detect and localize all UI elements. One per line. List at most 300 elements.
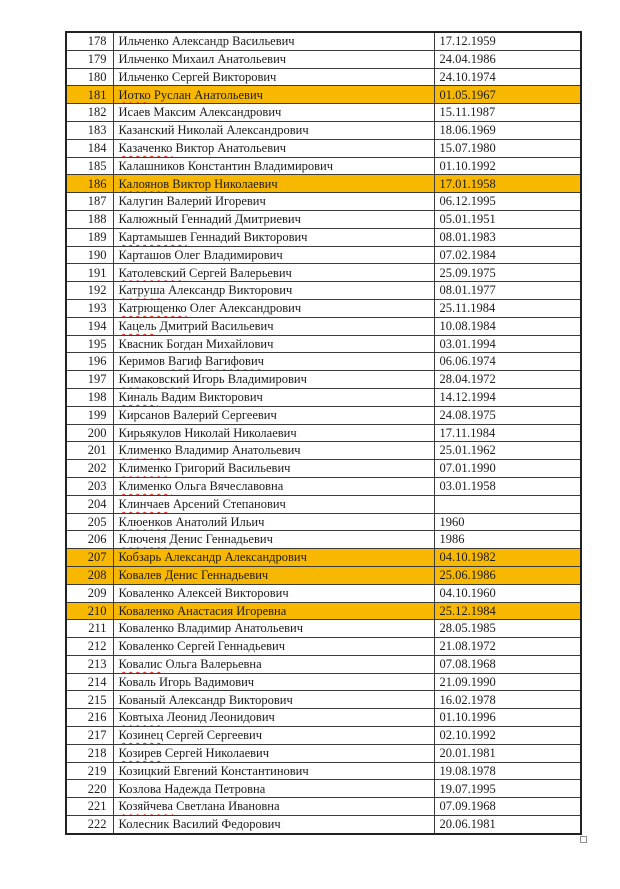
full-name-cell[interactable] xyxy=(113,602,434,620)
full-name-cell[interactable] xyxy=(113,673,434,691)
full-name-cell[interactable] xyxy=(113,317,434,335)
name-word: Николай xyxy=(177,123,224,138)
full-name-cell[interactable] xyxy=(113,744,434,762)
birth-date-cell[interactable]: 25.11.1984 xyxy=(434,299,581,317)
birth-date-cell[interactable]: 17.11.1984 xyxy=(434,424,581,442)
birth-date-cell[interactable]: 28.05.1985 xyxy=(434,620,581,638)
full-name-cell[interactable] xyxy=(113,139,434,157)
row-index-cell[interactable]: 186 xyxy=(66,175,113,193)
name-word: Ольга xyxy=(174,479,207,494)
name-word: Геннадьевич xyxy=(200,568,269,583)
row-index-cell[interactable]: 221 xyxy=(66,798,113,816)
full-name-cell[interactable] xyxy=(113,246,434,264)
full-name-cell[interactable] xyxy=(113,68,434,86)
table-row[interactable] xyxy=(66,798,581,816)
table-row[interactable] xyxy=(66,317,581,335)
name-word: Ильченко xyxy=(118,34,169,49)
table-row[interactable] xyxy=(66,673,581,691)
table-row[interactable] xyxy=(66,335,581,353)
table-row[interactable] xyxy=(66,566,581,584)
name-word: Ковалис xyxy=(118,657,163,672)
name-word: Сергеевич xyxy=(206,728,263,743)
table-row[interactable] xyxy=(66,86,581,104)
name-word: Валерьевич xyxy=(229,265,292,280)
name-word: Игоревна xyxy=(236,603,287,618)
name-word: Вагифович xyxy=(204,354,264,369)
full-name-cell[interactable] xyxy=(113,86,434,104)
table-row[interactable] xyxy=(66,424,581,442)
name-word: Анастасия xyxy=(177,603,234,618)
row-index-cell[interactable]: 179 xyxy=(66,50,113,68)
row-index-cell[interactable]: 214 xyxy=(66,673,113,691)
birth-date-cell[interactable]: 17.12.1959 xyxy=(434,32,581,50)
full-name-cell[interactable] xyxy=(113,210,434,228)
row-index-cell[interactable]: 213 xyxy=(66,655,113,673)
name-word: Константинович xyxy=(220,763,309,778)
birth-date-cell[interactable]: 05.01.1951 xyxy=(434,210,581,228)
birth-date-cell[interactable]: 03.01.1994 xyxy=(434,335,581,353)
row-index-cell[interactable]: 189 xyxy=(66,228,113,246)
name-word: Константин xyxy=(187,158,251,173)
name-word: Денис xyxy=(164,568,198,583)
table-row[interactable] xyxy=(66,442,581,460)
name-word: Геннадьевич xyxy=(205,532,273,547)
name-word: Михайлович xyxy=(205,336,274,351)
full-name-cell[interactable] xyxy=(113,335,434,353)
name-word: Сергей xyxy=(189,265,227,280)
table-row[interactable] xyxy=(66,691,581,709)
table-row[interactable] xyxy=(66,246,581,264)
birth-date-cell[interactable]: 21.08.1972 xyxy=(434,638,581,656)
name-word: Леонидович xyxy=(209,710,275,725)
full-name-cell[interactable] xyxy=(113,531,434,549)
name-word: Вадим xyxy=(160,390,196,405)
birth-date-cell[interactable]: 24.04.1986 xyxy=(434,50,581,68)
row-index-cell[interactable]: 207 xyxy=(66,549,113,567)
birth-date-cell[interactable] xyxy=(434,495,581,513)
name-word: Светлана xyxy=(176,799,225,814)
full-name-cell[interactable] xyxy=(113,513,434,531)
row-index-cell[interactable]: 201 xyxy=(66,442,113,460)
birth-date-cell[interactable]: 20.06.1981 xyxy=(434,816,581,834)
birth-date-cell[interactable]: 01.10.1996 xyxy=(434,709,581,727)
row-index-cell[interactable]: 180 xyxy=(66,68,113,86)
row-index-cell[interactable]: 220 xyxy=(66,780,113,798)
full-name-cell[interactable] xyxy=(113,388,434,406)
row-index-cell[interactable]: 217 xyxy=(66,727,113,745)
name-word: Колесник xyxy=(118,817,170,832)
name-word: Александр xyxy=(171,34,229,49)
full-name-cell[interactable] xyxy=(113,282,434,300)
table-row[interactable] xyxy=(66,50,581,68)
full-name-cell[interactable] xyxy=(113,175,434,193)
name-word: Вадимович xyxy=(194,674,255,689)
table-row[interactable] xyxy=(66,353,581,371)
table-row[interactable] xyxy=(66,584,581,602)
name-word: Александрович xyxy=(199,105,282,120)
name-word: Олег xyxy=(174,247,201,262)
table-row[interactable] xyxy=(66,371,581,389)
name-word: Козицкий xyxy=(118,763,171,778)
name-word: Александрович xyxy=(226,123,309,138)
full-name-cell[interactable] xyxy=(113,495,434,513)
table-row[interactable] xyxy=(66,121,581,139)
full-name-cell[interactable] xyxy=(113,816,434,834)
table-row[interactable] xyxy=(66,780,581,798)
name-word: Ивановна xyxy=(228,799,280,814)
name-word: Петровна xyxy=(214,781,266,796)
row-index-cell[interactable]: 188 xyxy=(66,210,113,228)
full-name-cell[interactable] xyxy=(113,157,434,175)
name-word: Геннадий xyxy=(189,229,241,244)
name-word: Козинец xyxy=(118,728,164,743)
name-word: Козлова xyxy=(118,781,162,796)
row-index-cell[interactable]: 212 xyxy=(66,638,113,656)
resize-handle-icon[interactable] xyxy=(580,836,587,843)
full-name-cell[interactable] xyxy=(113,424,434,442)
name-word: Ковтыха xyxy=(118,710,164,725)
birth-date-cell[interactable]: 08.01.1983 xyxy=(434,228,581,246)
name-word: Сергей xyxy=(166,728,204,743)
birth-date-cell[interactable]: 04.10.1960 xyxy=(434,584,581,602)
birth-date-cell[interactable]: 25.12.1984 xyxy=(434,602,581,620)
name-word: Геннадий xyxy=(181,212,232,227)
name-word: Вагиф xyxy=(168,354,202,369)
row-index-cell[interactable]: 215 xyxy=(66,691,113,709)
table-row[interactable] xyxy=(66,602,581,620)
name-word: Коваленко xyxy=(118,585,175,600)
row-index-cell[interactable]: 196 xyxy=(66,353,113,371)
name-word: Дмитрий xyxy=(159,318,208,333)
table-row[interactable] xyxy=(66,638,581,656)
name-word: Николай xyxy=(184,425,231,440)
birth-date-cell[interactable]: 1986 xyxy=(434,531,581,549)
name-word: Василий xyxy=(172,817,219,832)
row-index-cell[interactable]: 197 xyxy=(66,371,113,389)
name-word: Калашников xyxy=(118,158,185,173)
name-word: Кованый xyxy=(118,692,166,707)
name-word: Кобзарь xyxy=(118,550,162,565)
name-word: Калюжный xyxy=(118,212,179,227)
name-word: Казанский xyxy=(118,123,175,138)
name-word: Викторович xyxy=(212,69,277,84)
name-word: Валерий xyxy=(166,194,212,209)
row-index-cell[interactable]: 194 xyxy=(66,317,113,335)
row-index-cell[interactable]: 198 xyxy=(66,388,113,406)
name-word: Викторович xyxy=(243,229,308,244)
row-index-cell[interactable]: 183 xyxy=(66,121,113,139)
birth-date-cell[interactable]: 25.06.1986 xyxy=(434,566,581,584)
name-word: Алексей xyxy=(177,585,222,600)
row-index-cell[interactable]: 211 xyxy=(66,620,113,638)
table-row[interactable] xyxy=(66,193,581,211)
birth-date-cell[interactable]: 07.02.1984 xyxy=(434,246,581,264)
name-word: Ковалев xyxy=(118,568,162,583)
birth-date-cell[interactable]: 07.01.1990 xyxy=(434,460,581,478)
name-word: Квасник xyxy=(118,336,164,351)
table-row[interactable] xyxy=(66,709,581,727)
name-word: Григорий xyxy=(174,461,225,476)
table-row[interactable] xyxy=(66,175,581,193)
table-row[interactable] xyxy=(66,68,581,86)
name-word: Ильченко xyxy=(118,69,169,84)
table-row[interactable] xyxy=(66,282,581,300)
birth-date-cell[interactable]: 01.10.1992 xyxy=(434,157,581,175)
name-word: Катруша xyxy=(118,283,166,298)
name-word: Клинчаев xyxy=(118,496,170,511)
name-word: Ильченко xyxy=(118,51,169,66)
full-name-cell[interactable] xyxy=(113,228,434,246)
row-index-cell[interactable]: 193 xyxy=(66,299,113,317)
row-index-cell[interactable]: 187 xyxy=(66,193,113,211)
name-word: Васильевич xyxy=(211,318,274,333)
row-index-cell[interactable]: 205 xyxy=(66,513,113,531)
name-word: Киналь xyxy=(118,390,158,405)
birth-date-cell[interactable]: 03.01.1958 xyxy=(434,477,581,495)
name-word: Сергей xyxy=(164,746,203,761)
name-word: Николаевич xyxy=(233,425,297,440)
full-name-cell[interactable] xyxy=(113,780,434,798)
name-word: Николаевич xyxy=(205,746,269,761)
row-index-cell[interactable]: 208 xyxy=(66,566,113,584)
table-row[interactable] xyxy=(66,210,581,228)
name-word: Коваль xyxy=(118,674,156,689)
row-index-cell[interactable]: 202 xyxy=(66,460,113,478)
birth-date-cell[interactable]: 24.10.1974 xyxy=(434,68,581,86)
birth-date-cell[interactable]: 1960 xyxy=(434,513,581,531)
row-index-cell[interactable]: 199 xyxy=(66,406,113,424)
name-word: Козяйчева xyxy=(118,799,173,814)
table-row[interactable] xyxy=(66,531,581,549)
full-name-cell[interactable] xyxy=(113,406,434,424)
row-index-cell[interactable]: 219 xyxy=(66,762,113,780)
name-word: Викторович xyxy=(228,283,293,298)
table-row[interactable] xyxy=(66,762,581,780)
row-index-cell[interactable]: 204 xyxy=(66,495,113,513)
name-word: Максим xyxy=(153,105,196,120)
row-index-cell[interactable]: 203 xyxy=(66,477,113,495)
row-index-cell[interactable]: 209 xyxy=(66,584,113,602)
full-name-cell[interactable] xyxy=(113,584,434,602)
birth-date-cell[interactable]: 06.06.1974 xyxy=(434,353,581,371)
birth-date-cell[interactable]: 07.08.1968 xyxy=(434,655,581,673)
name-word: Арсений xyxy=(172,496,220,511)
table-row[interactable] xyxy=(66,549,581,567)
name-word: Ильич xyxy=(230,514,265,529)
name-word: Михаил xyxy=(171,51,215,66)
row-index-cell[interactable]: 218 xyxy=(66,744,113,762)
name-word: Александр xyxy=(168,283,226,298)
name-word: Анатольевич xyxy=(234,621,304,636)
birth-date-cell[interactable]: 14.12.1994 xyxy=(434,388,581,406)
birth-date-cell[interactable]: 25.09.1975 xyxy=(434,264,581,282)
name-word: Коваленко xyxy=(118,603,175,618)
full-name-cell[interactable] xyxy=(113,620,434,638)
row-index-cell[interactable]: 191 xyxy=(66,264,113,282)
name-word: Степанович xyxy=(222,496,286,511)
name-word: Владимирович xyxy=(253,158,334,173)
full-name-cell[interactable] xyxy=(113,549,434,567)
full-name-cell[interactable] xyxy=(113,32,434,50)
name-word: Исаев xyxy=(118,105,151,120)
name-word: Руслан xyxy=(153,87,192,102)
row-index-cell[interactable]: 195 xyxy=(66,335,113,353)
birth-date-cell[interactable]: 10.08.1984 xyxy=(434,317,581,335)
birth-date-cell[interactable]: 24.08.1975 xyxy=(434,406,581,424)
birth-date-cell[interactable]: 02.10.1992 xyxy=(434,727,581,745)
birth-date-cell[interactable]: 16.02.1978 xyxy=(434,691,581,709)
table-row[interactable] xyxy=(66,388,581,406)
birth-date-cell[interactable]: 19.08.1978 xyxy=(434,762,581,780)
name-word: Сергей xyxy=(171,69,210,84)
full-name-cell[interactable] xyxy=(113,299,434,317)
name-word: Катрющенко xyxy=(118,301,187,316)
table-row[interactable] xyxy=(66,495,581,513)
name-word: Васильевич xyxy=(227,461,291,476)
table-row[interactable] xyxy=(66,264,581,282)
full-name-cell[interactable] xyxy=(113,638,434,656)
row-index-cell[interactable]: 185 xyxy=(66,157,113,175)
name-word: Казаченко xyxy=(118,140,173,155)
full-name-cell[interactable] xyxy=(113,442,434,460)
name-word: Виктор xyxy=(172,176,212,191)
name-word: Богдан xyxy=(166,336,203,351)
name-word: Владимир xyxy=(174,443,229,458)
full-name-cell[interactable] xyxy=(113,460,434,478)
name-word: Валерий xyxy=(173,407,219,422)
birth-date-cell[interactable]: 15.07.1980 xyxy=(434,139,581,157)
name-word: Кимаковский xyxy=(118,372,190,387)
table-row[interactable] xyxy=(66,139,581,157)
row-index-cell[interactable]: 222 xyxy=(66,816,113,834)
row-index-cell[interactable]: 216 xyxy=(66,709,113,727)
name-word: Александр xyxy=(168,692,226,707)
birth-date-cell[interactable]: 07.09.1968 xyxy=(434,798,581,816)
name-word: Дмитриевич xyxy=(234,212,301,227)
name-word: Анатольевич xyxy=(217,51,287,66)
row-index-cell[interactable]: 184 xyxy=(66,139,113,157)
full-name-cell[interactable] xyxy=(113,655,434,673)
table-row[interactable] xyxy=(66,460,581,478)
table-row[interactable] xyxy=(66,299,581,317)
name-word: Анатольевич xyxy=(231,443,301,458)
birth-date-cell[interactable]: 04.10.1982 xyxy=(434,549,581,567)
full-name-cell[interactable] xyxy=(113,121,434,139)
row-index-cell[interactable]: 200 xyxy=(66,424,113,442)
full-name-cell[interactable] xyxy=(113,264,434,282)
full-name-cell[interactable] xyxy=(113,709,434,727)
full-name-cell[interactable] xyxy=(113,353,434,371)
full-name-cell[interactable] xyxy=(113,371,434,389)
roster-table xyxy=(65,31,582,835)
birth-date-cell[interactable]: 20.01.1981 xyxy=(434,744,581,762)
birth-date-cell[interactable]: 21.09.1990 xyxy=(434,673,581,691)
table-row[interactable] xyxy=(66,228,581,246)
row-index-cell[interactable]: 182 xyxy=(66,104,113,122)
name-word: Клименко xyxy=(118,443,172,458)
birth-date-cell[interactable]: 28.04.1972 xyxy=(434,371,581,389)
name-word: Анатолий xyxy=(175,514,228,529)
name-word: Кирсанов xyxy=(118,407,170,422)
name-word: Федорович xyxy=(221,817,281,832)
name-word: Вячеславовна xyxy=(209,479,284,494)
name-word: Сергеевич xyxy=(221,407,277,422)
row-index-cell[interactable]: 206 xyxy=(66,531,113,549)
birth-date-cell[interactable]: 06.12.1995 xyxy=(434,193,581,211)
name-word: Геннадьевич xyxy=(217,639,286,654)
name-word: Виктор xyxy=(175,140,215,155)
name-word: Евгений xyxy=(173,763,218,778)
name-word: Игорь xyxy=(192,372,225,387)
name-word: Сергей xyxy=(177,639,215,654)
full-name-cell[interactable] xyxy=(113,798,434,816)
name-word: Клименко xyxy=(118,461,172,476)
birth-date-cell[interactable]: 08.01.1977 xyxy=(434,282,581,300)
name-word: Надежда xyxy=(164,781,212,796)
full-name-cell[interactable] xyxy=(113,193,434,211)
full-name-cell[interactable] xyxy=(113,566,434,584)
table-row[interactable] xyxy=(66,157,581,175)
name-word: Ключеня xyxy=(118,532,167,547)
table-row[interactable] xyxy=(66,406,581,424)
name-word: Клименко xyxy=(118,479,172,494)
name-word: Кацель xyxy=(118,318,157,333)
birth-date-cell[interactable]: 19.07.1995 xyxy=(434,780,581,798)
row-index-cell[interactable]: 190 xyxy=(66,246,113,264)
name-word: Николаевич xyxy=(214,176,278,191)
full-name-cell[interactable] xyxy=(113,691,434,709)
name-word: Викторович xyxy=(224,585,289,600)
row-index-cell[interactable]: 192 xyxy=(66,282,113,300)
birth-date-cell[interactable]: 15.11.1987 xyxy=(434,104,581,122)
name-word: Карташов xyxy=(118,247,172,262)
row-index-cell[interactable]: 178 xyxy=(66,32,113,50)
birth-date-cell[interactable]: 25.01.1962 xyxy=(434,442,581,460)
name-word: Ольга xyxy=(165,657,198,672)
name-word: Александрович xyxy=(224,550,307,565)
name-word: Олег xyxy=(189,301,216,316)
full-name-cell[interactable] xyxy=(113,50,434,68)
table-row[interactable] xyxy=(66,513,581,531)
table-row[interactable] xyxy=(66,477,581,495)
table-row[interactable] xyxy=(66,620,581,638)
table-row[interactable] xyxy=(66,727,581,745)
roster-table-body xyxy=(66,32,581,834)
birth-date-cell[interactable]: 17.01.1958 xyxy=(434,175,581,193)
birth-date-cell[interactable]: 18.06.1969 xyxy=(434,121,581,139)
table-row[interactable] xyxy=(66,104,581,122)
table-row[interactable] xyxy=(66,816,581,834)
full-name-cell[interactable] xyxy=(113,477,434,495)
full-name-cell[interactable] xyxy=(113,727,434,745)
name-word: Керимов xyxy=(118,354,165,369)
table-row[interactable] xyxy=(66,32,581,50)
birth-date-cell[interactable]: 01.05.1967 xyxy=(434,86,581,104)
name-word: Кирьякулов xyxy=(118,425,182,440)
table-row[interactable] xyxy=(66,655,581,673)
row-index-cell[interactable]: 210 xyxy=(66,602,113,620)
name-word: Картамышев xyxy=(118,229,187,244)
name-word: Католевский xyxy=(118,265,186,280)
row-index-cell[interactable]: 181 xyxy=(66,86,113,104)
name-word: Коваленко xyxy=(118,621,175,636)
full-name-cell[interactable] xyxy=(113,762,434,780)
roster-table-container xyxy=(65,31,582,835)
full-name-cell[interactable] xyxy=(113,104,434,122)
name-word: Денис xyxy=(169,532,203,547)
name-word: Калоянов xyxy=(118,176,170,191)
table-row[interactable] xyxy=(66,744,581,762)
